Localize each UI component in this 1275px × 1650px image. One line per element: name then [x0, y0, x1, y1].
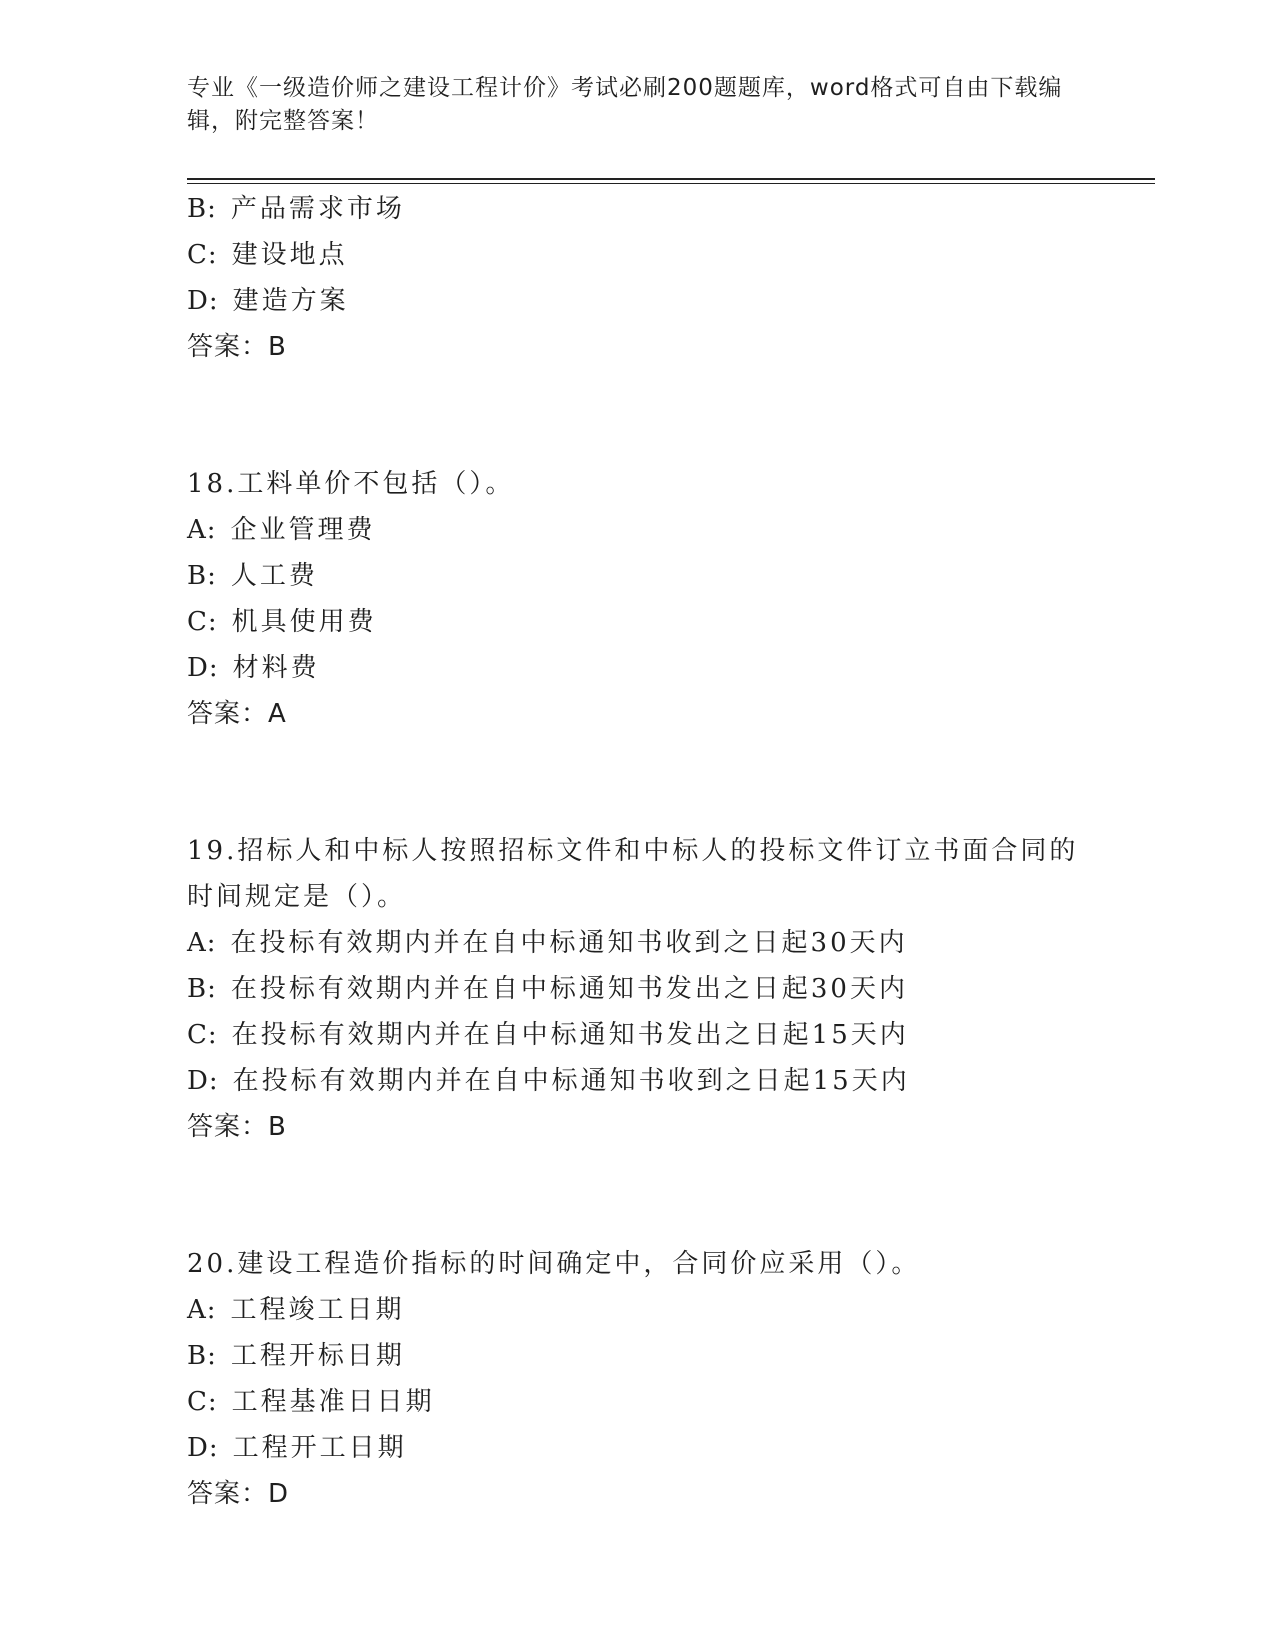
question-number: 19.: [187, 836, 238, 866]
question-number: 18.: [187, 469, 238, 499]
option-line: [187, 553, 1147, 599]
option-line: [187, 966, 1147, 1012]
question-stem: 招标人和中标人按照招标文件和中标人的投标文件订立书面合同的时间规定是（）。: [187, 836, 1079, 912]
document-body: [187, 186, 1147, 1517]
option-line: [187, 186, 1147, 232]
option-text: 产品需求市场: [230, 194, 405, 224]
question-stem: 工料单价不包括（）。: [237, 469, 515, 499]
answer-line: 答案：B: [187, 1112, 287, 1142]
answer-line: 答案：D: [187, 1479, 290, 1509]
option-label: D:: [187, 1066, 219, 1096]
option-text: 工程竣工日期: [230, 1295, 405, 1325]
option-text: 建设地点: [231, 240, 348, 270]
option-line: [187, 1012, 1147, 1058]
option-label: A:: [187, 515, 217, 545]
option-label: D:: [187, 1433, 219, 1463]
question-stem: 建设工程造价指标的时间确定中，合同价应采用（）。: [237, 1249, 921, 1279]
question-text: [187, 461, 1087, 507]
option-text: 人工费: [230, 561, 318, 591]
option-label: A:: [187, 1295, 217, 1325]
option-text: 工程开工日期: [232, 1433, 407, 1463]
option-text: 建造方案: [232, 286, 349, 316]
option-line: [187, 1425, 1147, 1471]
option-line: [187, 645, 1147, 691]
question-text: [187, 828, 1087, 920]
option-label: B:: [187, 561, 217, 591]
continued-question: [187, 186, 1147, 370]
option-text: 企业管理费: [230, 515, 376, 545]
answer-line: 答案：A: [187, 699, 287, 729]
question-19: [187, 828, 1147, 1150]
option-label: A:: [187, 928, 217, 958]
option-label: C:: [187, 1020, 218, 1050]
header-rule-thin: [187, 183, 1155, 184]
option-line: [187, 599, 1147, 645]
option-label: C:: [187, 1387, 218, 1417]
option-label: C:: [187, 607, 218, 637]
answer-line: 答案：B: [187, 332, 287, 362]
option-text: 工程开标日期: [230, 1341, 405, 1371]
option-text: 机具使用费: [231, 607, 377, 637]
option-label: D:: [187, 653, 219, 683]
option-text: 工程基准日日期: [231, 1387, 435, 1417]
option-text: 在投标有效期内并在自中标通知书发出之日起15天内: [231, 1020, 909, 1050]
option-line: [187, 232, 1147, 278]
question-text: [187, 1241, 1087, 1287]
option-line: [187, 1379, 1147, 1425]
option-text: 在投标有效期内并在自中标通知书收到之日起30天内: [230, 928, 908, 958]
option-text: 在投标有效期内并在自中标通知书发出之日起30天内: [230, 974, 908, 1004]
option-label: B:: [187, 974, 217, 1004]
option-label: B:: [187, 194, 217, 224]
option-line: [187, 1287, 1147, 1333]
header-rule-thick: [187, 178, 1155, 180]
question-number: 20.: [187, 1249, 238, 1279]
question-18: [187, 461, 1147, 737]
option-line: [187, 920, 1147, 966]
option-line: [187, 507, 1147, 553]
option-text: 材料费: [232, 653, 320, 683]
document-header: 专业《一级造价师之建设工程计价》考试必刷200题题库，word格式可自由下载编辑，附完整答案！: [187, 75, 1063, 134]
option-line: [187, 1333, 1147, 1379]
option-label: C:: [187, 240, 218, 270]
option-label: B:: [187, 1341, 217, 1371]
option-line: [187, 278, 1147, 324]
option-text: 在投标有效期内并在自中标通知书收到之日起15天内: [232, 1066, 910, 1096]
option-line: [187, 1058, 1147, 1104]
question-20: [187, 1241, 1147, 1517]
option-label: D:: [187, 286, 219, 316]
